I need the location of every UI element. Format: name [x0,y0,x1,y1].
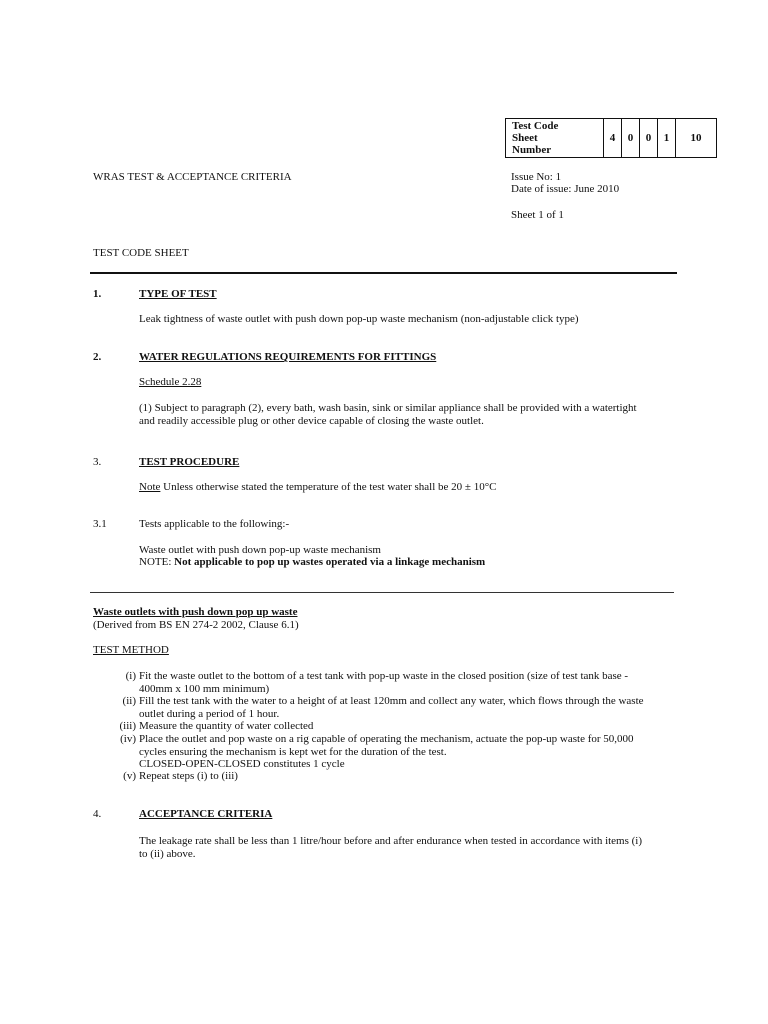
section-1-title: TYPE OF TEST [139,288,217,300]
section-4-number: 4. [93,808,102,820]
sheet-count: Sheet 1 of 1 [511,209,564,221]
applicable-item: Waste outlet with push down pop-up waste mechanism [139,544,381,556]
section-3-title: TEST PROCEDURE [139,456,240,468]
issue-number: Issue No: 1 [511,171,562,183]
code-digit: 1 [658,119,676,158]
section-1-body: Leak tightness of waste outlet with push down pop-up waste mechanism (non-adjustable click type) [139,313,579,325]
acceptance-body-line-2: to (ii) above. [139,848,196,860]
header-rule [90,272,677,274]
section-divider [90,592,674,593]
waste-outlets-heading: Waste outlets with push down pop up waste [93,606,298,618]
schedule-ref: Schedule 2.28 [139,376,202,388]
test-code-sheet-heading: TEST CODE SHEET [93,247,189,259]
section-2-number: 2. [93,351,102,363]
test-method-heading: TEST METHOD [93,644,169,656]
acceptance-body-line-1: The leakage rate shall be less than 1 litre/hour before and after endurance when tested in accordance with items (i) [139,835,643,847]
section-3-number: 3. [93,456,102,468]
section-2-body-line-2: and readily accessible plug or other device capable of closing the waste outlet. [139,415,484,427]
code-suffix: 10 [676,119,717,158]
section-3-1-number: 3.1 [93,518,107,530]
code-digit: 0 [622,119,640,158]
test-code-table [505,118,717,158]
applicability-note: NOTE: Not applicable to pop up wastes operated via a linkage mechanism [139,556,486,568]
code-digit: 0 [640,119,658,158]
section-2-body-line-1: (1) Subject to paragraph (2), every bath, wash basin, sink or similar appliance shall be provided with a watertight [139,402,637,414]
code-digit: 4 [604,119,622,158]
section-1-number: 1. [93,288,102,300]
derived-from: (Derived from BS EN 274-2 2002, Clause 6.1) [93,619,299,631]
section-2-title: WATER REGULATIONS REQUIREMENTS FOR FITTINGS [139,351,437,363]
section-4-title: ACCEPTANCE CRITERIA [139,808,273,820]
temperature-note: Note Unless otherwise stated the temperature of the test water shall be 20 ± 10°C [139,481,497,493]
date-of-issue: Date of issue: June 2010 [511,183,620,195]
test-code-label: Test Code Sheet Number [506,119,604,158]
document-title: WRAS TEST & ACCEPTANCE CRITERIA [93,171,292,183]
section-3-1-text: Tests applicable to the following:- [139,518,290,530]
